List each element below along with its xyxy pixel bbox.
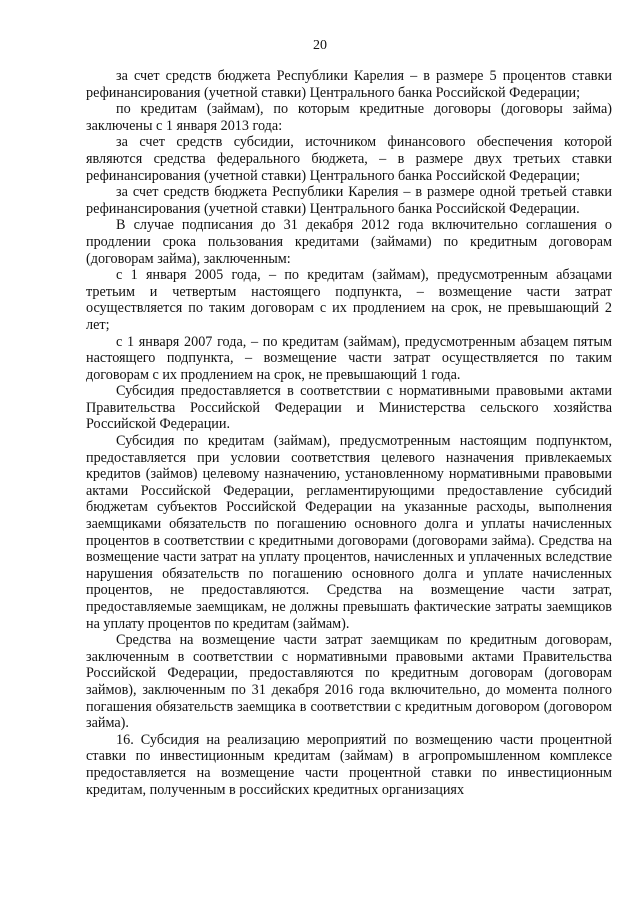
paragraph: с 1 января 2005 года, – по кредитам (займам), предусмотренным абзацами третьим и четвертым настоящего подпункта, – возмещение части затрат осуществляется по таким договорам с их продлением на срок, не превышающий 2 лет; bbox=[86, 267, 612, 333]
paragraph: за счет средств бюджета Республики Карелия – в размере одной третьей ставки рефинансирования (учетной ставки) Центрального банка Российской Федерации. bbox=[86, 184, 612, 217]
paragraph: за счет средств субсидии, источником финансового обеспечения которой являются средства федерального бюджета, – в размере двух третьих ставки рефинансирования (учетной ставки) Центрального банка Российской Федерации; bbox=[86, 134, 612, 184]
document-body bbox=[86, 68, 612, 798]
paragraph: с 1 января 2007 года, – по кредитам (займам), предусмотренным абзацем пятым настоящего подпункта, – возмещение части затрат осуществляется по таким договорам с их продлением на срок, не превышающий 1 года. bbox=[86, 333, 612, 383]
paragraph: Средства на возмещение части затрат заемщикам по кредитным договорам, заключенным в соответствии с нормативными правовыми актами Правительства Российской Федерации, предоставляются по кредитным договорам (договорам займов), заключенным по 31 декабря 2016 года включительно, до момента полного погашения обязательств заемщика в соответствии с кредитным договором (договором займа). bbox=[86, 632, 612, 732]
paragraph: В случае подписания до 31 декабря 2012 года включительно соглашения о продлении срока пользования кредитами (займами) по кредитным договорам (договорам займа), заключенным: bbox=[86, 217, 612, 267]
paragraph: Субсидия предоставляется в соответствии с нормативными правовыми актами Правительства Российской Федерации и Министерства сельского хозяйства Российской Федерации. bbox=[86, 383, 612, 433]
paragraph: по кредитам (займам), по которым кредитные договоры (договоры займа) заключены с 1 января 2013 года: bbox=[86, 101, 612, 134]
paragraph: 16. Субсидия на реализацию мероприятий по возмещению части процентной ставки по инвестиционным кредитам (займам) в агропромышленном комплексе предоставляется на возмещение части процентной ставки по инвестиционным кредитам, полученным в российских кредитных организациях bbox=[86, 731, 612, 798]
page-number: 20 bbox=[313, 38, 327, 53]
paragraph: за счет средств бюджета Республики Карелия – в размере 5 процентов ставки рефинансирования (учетной ставки) Центрального банка Российской Федерации; bbox=[86, 68, 612, 101]
paragraph: Субсидия по кредитам (займам), предусмотренным настоящим подпунктом, предоставляется при условии соответствия целевого назначения привлекаемых кредитов (займов) целевому назначению, установленному нормативными правовыми актами Российской Федерации, регламентирующими предоставление субсидий бюджетам субъектов Российской Федерации на указанные расходы, выполнения заемщиками обязательств по погашению основного долга и уплаты начисленных процентов в соответствии с кредитными договорами (договорами займа). Средства на возмещение части затрат на уплату процентов, начисленных и уплаченных вследствие нарушения обязательств по погашению основного долга и уплате начисленных процентов, не предоставляются. Средства на возмещение части затрат, предоставляемые заемщикам, не должны превышать фактические затраты заемщиков на уплату процентов по кредитам (займам). bbox=[86, 433, 612, 632]
